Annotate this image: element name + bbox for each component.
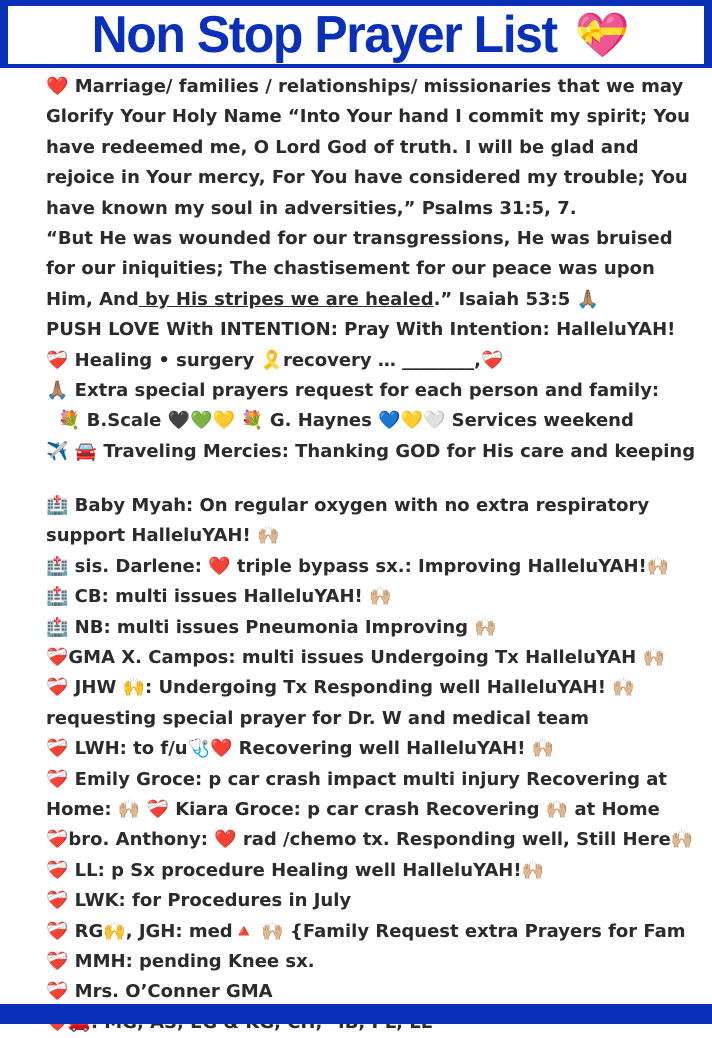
list-item: 🏥 CB: multi issues HalleluYAH! 🙌🏼 [46,586,392,608]
underlined-quote: by His stripes we are healed [138,288,434,310]
services-line: 💐 B.Scale 🖤💚💛 💐 G. Haynes 💙💛🤍 Services weekend [58,410,634,432]
list-item: ❤️‍🩹 LWH: to f/u🩺❤️ Recovering well HalleluYAH! 🙌🏼 [46,738,555,760]
intro-paragraph [46,72,706,467]
traveling-mercies-line: ✈️ 🚘 Traveling Mercies: Thanking GOD for His care and keeping [46,440,696,462]
push-love-line: PUSH LOVE With INTENTION: Pray With Intention: HalleluYAH! [46,319,676,341]
list-item: ❤️‍🩹 Emily Groce: p car crash impact multi injury Recovering at [46,768,667,790]
page-title: Non Stop Prayer List [92,6,558,64]
header-banner [0,0,712,68]
list-item: 🏥 NB: multi issues Pneumonia Improving 🙌🏼 [46,616,497,638]
quote-text: Him, And [46,288,139,310]
quote-reference: .” Isaiah 53:5 🙏🏽 [433,288,599,310]
footer-bar [0,1004,712,1024]
list-item: ❤️‍🩹 MMH: pending Knee sx. [46,950,315,972]
prayer-list [46,72,706,1038]
healing-line: ❤️‍🩹 Healing • surgery 🎗️recovery … ________,❤️‍🩹 [46,349,504,371]
gift-heart-icon: 💝 [574,10,630,61]
list-item: 🏥 Baby Myah: On regular oxygen with no extra respiratory [46,495,650,517]
list-item: Home: 🙌🏼 ❤️‍🩹 Kiara Groce: p car crash Recovering 🙌🏼 at Home [46,798,660,820]
header-panel [8,6,704,64]
list-item: requesting special prayer for Dr. W and medical team [46,707,590,729]
list-item: 🏥 sis. Darlene: ❤️ triple bypass sx.: Improving HalleluYAH!🙌🏼 [46,555,670,577]
list-item: ❤️‍🩹 RG🙌, JGH: med🔺 🙌🏼 {Family Request extra Prayers for Fam [46,920,686,942]
quote-line [46,285,706,315]
list-item: ❤️‍🩹GMA X. Campos: multi issues Undergoing Tx HalleluYAH 🙌🏼 [46,647,665,669]
list-item: ❤️‍🩹 JHW 🙌: Undergoing Tx Responding well HalleluYAH! 🙌🏼 [46,677,635,699]
heart-icon: ❤️ [46,76,69,97]
prayer-requests [46,491,706,1038]
intro-line: rejoice in Your mercy, For You have considered my trouble; You [46,167,688,189]
list-item: ❤️‍🩹 LL: p Sx procedure Healing well HalleluYAH!🙌🏼 [46,859,544,881]
list-item: ❤️‍🩹bro. Anthony: ❤️ rad /chemo tx. Responding well, Still Here🙌🏼 [46,829,694,851]
intro-line [46,72,706,102]
quote-line: “But He was wounded for our transgressions, He was bruised [46,227,673,249]
intro-text: Marriage/ families / relationships/ missionaries that we may [74,76,684,97]
extra-prayers-line: 🙏🏽 Extra special prayers request for each person and family: [46,379,660,401]
intro-line: Glorify Your Holy Name “Into Your hand I commit my spirit; You [46,106,690,128]
intro-line: have redeemed me, O Lord God of truth. I will be glad and [46,136,639,158]
intro-line: have known my soul in adversities,” Psalms 31:5, 7. [46,197,577,219]
list-item: ❤️‍🩹 Mrs. O’Conner GMA [46,981,273,1003]
spacer [46,467,706,491]
quote-line: for our iniquities; The chastisement for our peace was upon [46,258,655,280]
list-item: ❤️‍🩹 LWK: for Procedures in July [46,890,352,912]
list-item: support HalleluYAH! 🙌🏼 [46,525,280,547]
